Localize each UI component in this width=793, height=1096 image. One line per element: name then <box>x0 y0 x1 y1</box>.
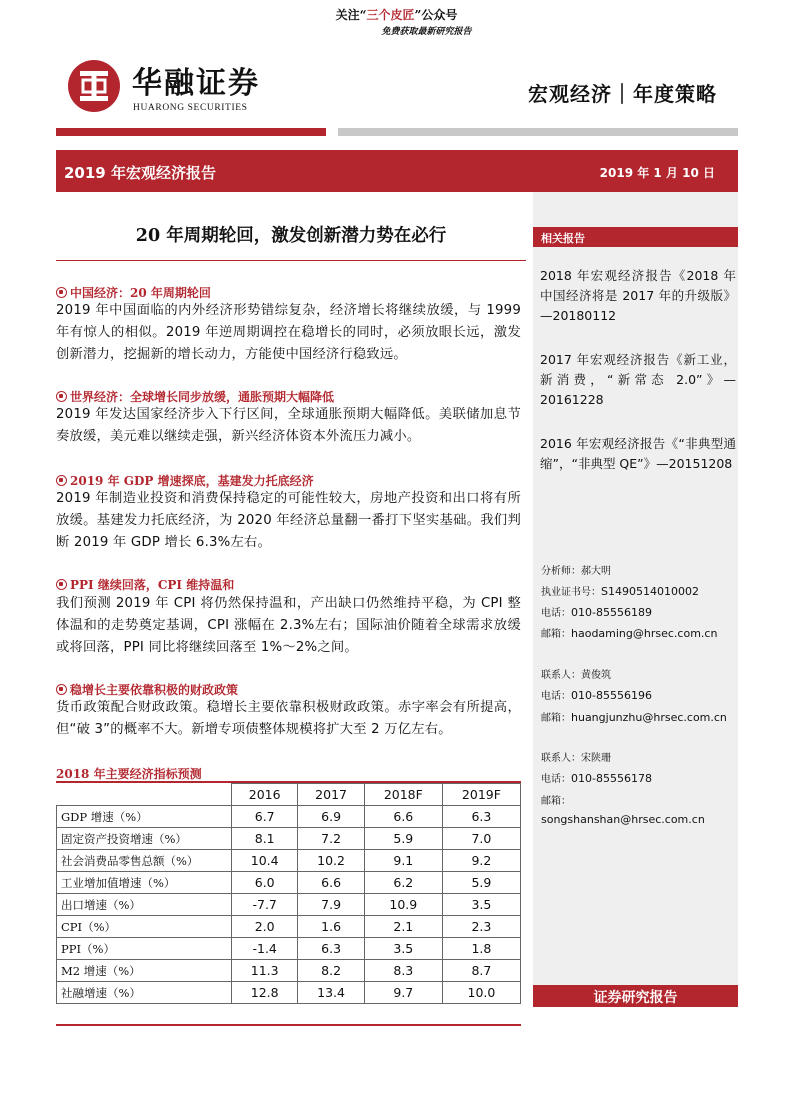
analyst-phone: 电话：010-85556189 <box>541 606 652 619</box>
promo-subline: 免费获取最新研究报告 <box>381 27 472 37</box>
table-row: 社会消费品零售总额（%） 10.4 10.2 9.1 9.2 <box>57 850 521 872</box>
related-report-item[interactable]: 2018 年宏观经济报告《2018 年中国经济将是 2017 年的升级版》—20180112 <box>540 268 736 323</box>
promo-highlight: 三个皮匠 <box>366 8 415 22</box>
table-header-cell: 2016 <box>232 784 298 806</box>
table-row: 工业增加值增速（%） 6.0 6.6 6.2 5.9 <box>57 872 521 894</box>
table-row: PPI（%） -1.4 6.3 3.5 1.8 <box>57 938 521 960</box>
contact-phone: 电话：010-85556196 <box>541 689 652 702</box>
section-bullet-icon <box>56 475 67 486</box>
report-title: 2019 年宏观经济报告 <box>64 164 216 182</box>
contact-email[interactable]: 邮箱：huangjunzhu@hrsec.com.cn <box>541 711 727 724</box>
headline-divider <box>56 260 526 261</box>
table-header-cell: 2017 <box>298 784 364 806</box>
section-body: 2019 年发达国家经济步入下行区间，全球通胀预期大幅降低。美联储加息节奏放缓，美元难以继续走强，新兴经济体资本外流压力减小。 <box>56 407 521 444</box>
related-report-item[interactable]: 2017 年宏观经济报告《新工业，新消费，“新常态 2.0”》—20161228 <box>540 352 736 407</box>
table-title: 2018 年主要经济指标预测 <box>56 767 202 781</box>
analyst-name: 分析师：郝大明 <box>541 566 611 577</box>
contact-email-label: 邮箱： <box>541 796 571 807</box>
header-divider-gray <box>338 128 738 136</box>
header-divider-red <box>56 128 326 136</box>
research-report-footer: 证券研究报告 <box>533 985 738 1007</box>
table-row: M2 增速（%） 11.3 8.2 8.3 8.7 <box>57 960 521 982</box>
section-heading: PPI 继续回落，CPI 维持温和 <box>56 576 234 593</box>
table-bottom-rule <box>56 1024 521 1026</box>
section-bullet-icon <box>56 287 67 298</box>
section-body: 2019 年制造业投资和消费保持稳定的可能性较大，房地产投资和出口将有所放缓。基建发力托底经济，为 2020 年经济总量翻一番打下坚实基础。我们判断 2019 年 GDP 增长 6.3%左右。 <box>56 491 521 550</box>
promo-line: 关注“三个皮匠”公众号 <box>335 8 458 22</box>
table-header-row <box>57 784 521 806</box>
table-row: GDP 增速（%） 6.7 6.9 6.6 6.3 <box>57 806 521 828</box>
analyst-cert: 执业证书号：S1490514010002 <box>541 585 699 598</box>
section-body: 2019 年中国面临的内外经济形势错综复杂，经济增长将继续放缓，与 1999 年有惊人的相似。2019 年逆周期调控在稳增长的同时，必须放眼长远，激发创新潜力，挖掘新的增长动力，方能使中国经济行稳致远。 <box>56 303 521 362</box>
section-heading: 中国经济：20 年周期轮回 <box>56 284 211 301</box>
section-bullet-icon <box>56 391 67 402</box>
table-header-cell: 2018F <box>364 784 442 806</box>
contact-name: 联系人：宋陕珊 <box>541 753 611 764</box>
contact-name: 联系人：黄俊筑 <box>541 670 611 681</box>
section-bullet-icon <box>56 684 67 695</box>
section-heading: 稳增长主要依靠积极的财政政策 <box>56 681 238 698</box>
report-date: 2019 年 1 月 10 日 <box>599 166 715 180</box>
table-row: 社融增速（%） 12.8 13.4 9.7 10.0 <box>57 982 521 1004</box>
brand-name-cn: 华融证券 <box>132 66 260 101</box>
section-heading: 2019 年 GDP 增速探底，基建发力托底经济 <box>56 472 314 489</box>
related-report-item[interactable]: 2016 年宏观经济报告《“非典型通缩”，“非典型 QE”》—20151208 <box>540 436 736 471</box>
section-bullet-icon <box>56 579 67 590</box>
brand-name-en: HUARONG SECURITIES <box>133 103 248 113</box>
table-header-cell <box>57 784 232 806</box>
report-category: 宏观经济｜年度策略 <box>528 82 717 106</box>
section-body: 我们预测 2019 年 CPI 将仍然保持温和，产出缺口仍然维持平稳，为 CPI 整体温和的走势奠定基调，CPI 涨幅在 2.3%左右；国际油价随着全球需求放缓或将回落，PPI 同比将继续回落至 1%～2%之间。 <box>56 596 521 655</box>
forecast-table <box>56 783 521 1004</box>
analyst-email[interactable]: 邮箱：haodaming@hrsec.com.cn <box>541 627 718 640</box>
section-heading: 世界经济：全球增长同步放缓，通胀预期大幅降低 <box>56 388 334 405</box>
section-body: 货币政策配合财政政策。稳增长主要依靠积极财政政策。赤字率会有所提高，但“破 3”的概率不大。新增专项债整体规模将扩大至 2 万亿左右。 <box>56 700 521 737</box>
related-reports-header: 相关报告 <box>533 227 738 247</box>
contact-email[interactable]: songshanshan@hrsec.com.cn <box>541 813 705 826</box>
main-headline: 20 年周期轮回，激发创新潜力势在必行 <box>135 226 447 246</box>
table-row: 出口增速（%） -7.7 7.9 10.9 3.5 <box>57 894 521 916</box>
table-row: 固定资产投资增速（%） 8.1 7.2 5.9 7.0 <box>57 828 521 850</box>
huarong-logo-icon <box>68 60 120 112</box>
table-header-cell: 2019F <box>442 784 520 806</box>
table-row: CPI（%） 2.0 1.6 2.1 2.3 <box>57 916 521 938</box>
contact-phone: 电话：010-85556178 <box>541 772 652 785</box>
